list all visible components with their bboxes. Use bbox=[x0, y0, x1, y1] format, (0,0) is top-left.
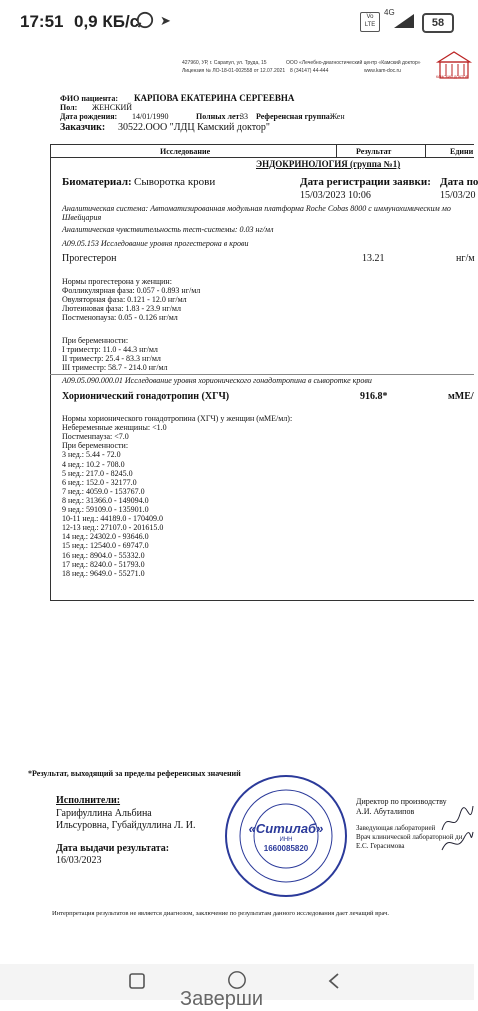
volte-icon: Vo LTE bbox=[360, 12, 380, 32]
norm-line: I триместр: 11.0 - 44.3 нг/мл bbox=[62, 345, 158, 354]
hcg-norm-line: 3 нед.: 5.44 - 72.0 bbox=[62, 450, 121, 460]
center-site: www.kam-doc.ru bbox=[364, 68, 401, 74]
analyzer-country: Швейцария bbox=[62, 213, 102, 222]
stamp-name: «Ситилаб» bbox=[248, 821, 324, 836]
network-type: 4G bbox=[384, 8, 395, 17]
sex-label: Пол: bbox=[60, 103, 78, 112]
send-icon: ➤ bbox=[160, 13, 171, 28]
issue-date-value: 16/03/2023 bbox=[56, 855, 102, 866]
test2-units: мМЕ/ bbox=[448, 391, 474, 402]
director-name: А.И. Абуталипов bbox=[356, 807, 415, 816]
norm-line: III триместр: 58.7 - 214.0 нг/мл bbox=[62, 363, 168, 372]
status-bar bbox=[0, 0, 474, 44]
biomaterial-label: Биоматериал: bbox=[62, 176, 132, 188]
stamp-inn: 1660085820 bbox=[263, 844, 309, 853]
analyzer-system: Аналитическая система: Автоматизированная модульная платформа Roche Cobas 8000 с иммунохимическим мо bbox=[62, 204, 451, 213]
sex-value: ЖЕНСКИЙ bbox=[92, 103, 133, 112]
biomaterial-value: Сыворотка крови bbox=[134, 176, 216, 188]
table-bottom-border bbox=[50, 600, 474, 601]
center-name: ООО «Лечебно-диагностический центр «Камский доктор» bbox=[286, 60, 421, 66]
executors-label: Исполнители: bbox=[56, 795, 121, 806]
test-sensitivity: Аналитическая чувствительность тест-системы: 0.03 нг/мл bbox=[62, 225, 274, 234]
lab-head-name: Е.С. Герасимова bbox=[356, 842, 405, 850]
executors-line1: Гарифуллина Альбина bbox=[56, 808, 152, 819]
hcg-norm-line: При беременности: bbox=[62, 441, 129, 451]
patient-name-label: ФИО пациента: bbox=[60, 94, 118, 103]
test2-result: 916.8* bbox=[360, 391, 388, 402]
test1-result: 13.21 bbox=[362, 253, 385, 264]
hcg-norm-line: 9 нед.: 59109.0 - 135901.0 bbox=[62, 505, 149, 514]
result-date-value: 15/03/20 bbox=[440, 190, 476, 201]
norm-line: Лютеиновая фаза: 1.83 - 23.9 нг/мл bbox=[62, 304, 181, 313]
hcg-norm-line: 14 нед.: 24302.0 - 93646.0 bbox=[62, 532, 149, 542]
age-label: Полных лет: bbox=[196, 112, 243, 121]
navigation-bar bbox=[0, 964, 474, 1010]
hcg-norm-line: 8 нед.: 31366.0 - 149094.0 bbox=[62, 495, 149, 505]
signal-icon bbox=[392, 14, 416, 28]
hcg-norm-line: Постменпауза: <7.0 bbox=[62, 432, 129, 442]
norm-line: Фолликулярная фаза: 0.057 - 0.893 нг/мл bbox=[62, 286, 201, 295]
hcg-norm-line: 17 нед.: 8240.0 - 51793.0 bbox=[62, 559, 145, 569]
row-divider bbox=[50, 374, 474, 375]
battery-icon: 58 bbox=[422, 13, 454, 33]
hcg-norm-line: 18 нед.: 9649.0 - 55271.0 bbox=[62, 568, 145, 578]
lab-head-line1: Заведующая лабораторией bbox=[356, 824, 436, 832]
issue-date-label: Дата выдачи результата: bbox=[56, 843, 170, 854]
ref-group-value: Жен bbox=[330, 112, 345, 121]
stamp-inn-label: ИНН bbox=[279, 837, 293, 843]
test2-name: Хорионический гонадотропин (ХГЧ) bbox=[62, 391, 230, 402]
hcg-norm-line: 7 нед.: 4059.0 - 153767.0 bbox=[62, 486, 145, 496]
recent-apps-icon[interactable] bbox=[128, 972, 146, 990]
section-title: ЭНДОКРИНОЛОГИЯ (группа №1) bbox=[256, 159, 401, 169]
table-col-divider-2 bbox=[425, 144, 426, 157]
test2-code: А09.05.090.000.01 Исследование уровня хорионического гонадотропина в сыворотке крови bbox=[62, 376, 372, 385]
norm-line: Постменопауза: 0.05 - 0.126 нг/мл bbox=[62, 313, 178, 322]
table-header-bottom-border bbox=[50, 157, 474, 158]
status-speed: 0,9 КБ/с bbox=[74, 12, 140, 31]
hcg-norm-line: 6 нед.: 152.0 - 32177.0 bbox=[62, 477, 137, 487]
executors-line2: Ильсуровна, Губайдуллина Л. И. bbox=[56, 820, 196, 831]
norm-line: Нормы прогестерона у женщин: bbox=[62, 277, 172, 286]
out-of-range-note: *Результат, выходящий за пределы референсных значений bbox=[28, 769, 241, 778]
hcg-norm-line: Нормы хорионического гонадотропина (ХГЧ) у женщин (мМЕ/мл): bbox=[62, 414, 293, 423]
norm-line: II триместр: 25.4 - 83.3 нг/мл bbox=[62, 354, 161, 363]
table-col-divider-1 bbox=[336, 144, 337, 157]
hcg-norm-line: 16 нед.: 8904.0 - 55332.0 bbox=[62, 550, 145, 560]
logo-caption: КАМСКИЙ ДОКТОР bbox=[436, 75, 469, 79]
client-label: Заказчик: bbox=[60, 122, 106, 133]
ref-group-label: Референсная группа: bbox=[256, 112, 333, 121]
hcg-norm-line: Небеременные женщины: <1.0 bbox=[62, 423, 167, 433]
table-top-border bbox=[50, 144, 474, 145]
home-icon[interactable] bbox=[226, 970, 248, 990]
hcg-norm-line: 5 нед.: 217.0 - 8245.0 bbox=[62, 468, 133, 478]
patient-name: КАРПОВА ЕКАТЕРИНА СЕРГЕЕВНА bbox=[134, 93, 295, 103]
column-header-result: Результат bbox=[356, 147, 392, 156]
back-icon[interactable] bbox=[326, 972, 342, 990]
whatsapp-icon bbox=[136, 11, 154, 29]
test1-units: нг/м bbox=[456, 253, 475, 264]
dob-value: 14/01/1990 bbox=[132, 112, 169, 121]
director-title: Директор по производству bbox=[356, 797, 447, 806]
table-left-border bbox=[50, 144, 51, 600]
lab-head-signature bbox=[440, 828, 474, 858]
result-date-label: Дата по bbox=[440, 176, 478, 188]
lab-address: 427960, УР, г. Сарапул, ул. Труда, 15 bbox=[182, 60, 267, 66]
disclaimer: Интерпретация результатов не является диагнозом, заключение по результатам данного исследования дает лечащий врач. bbox=[52, 910, 389, 917]
client-value: 30522.ООО "ЛДЦ Камский доктор" bbox=[118, 122, 271, 133]
registration-date-value: 15/03/2023 10:06 bbox=[300, 190, 371, 201]
test1-name: Прогестерон bbox=[62, 253, 117, 264]
hcg-norm-line: 15 нед.: 12540.0 - 69747.0 bbox=[62, 541, 149, 551]
hcg-norm-line: 12-13 нед.: 27107.0 - 201615.0 bbox=[62, 523, 164, 533]
hcg-norm-line: 10-11 нед.: 44189.0 - 170409.0 bbox=[62, 514, 164, 524]
center-phone: 8 (34147) 44-444 bbox=[290, 68, 329, 74]
complete-action-label[interactable]: Заверши bbox=[180, 988, 264, 1010]
lab-stamp bbox=[224, 774, 348, 898]
age-value: 33 bbox=[240, 112, 248, 121]
lab-license: Лицензия № ЛО-18-01-002558 от 12.07.2021 bbox=[182, 68, 286, 74]
column-header-units: Едини bbox=[450, 147, 474, 156]
column-header-study: Исследование bbox=[160, 147, 211, 156]
lab-head-line2: Врач клинической лабораторной ди bbox=[356, 833, 463, 841]
hcg-norm-line: 4 нед.: 10.2 - 708.0 bbox=[62, 459, 125, 469]
dob-label: Дата рождения: bbox=[60, 112, 118, 121]
status-time: 17:51 bbox=[20, 12, 64, 31]
norm-line: Овуляторная фаза: 0.121 - 12.0 нг/мл bbox=[62, 295, 187, 304]
norm-line: При беременности: bbox=[62, 336, 129, 345]
registration-date-label: Дата регистрации заявки: bbox=[300, 176, 431, 188]
test1-code: А09.05.153 Исследование уровня прогестерона в крови bbox=[62, 239, 249, 248]
lab-report-document bbox=[0, 44, 478, 964]
